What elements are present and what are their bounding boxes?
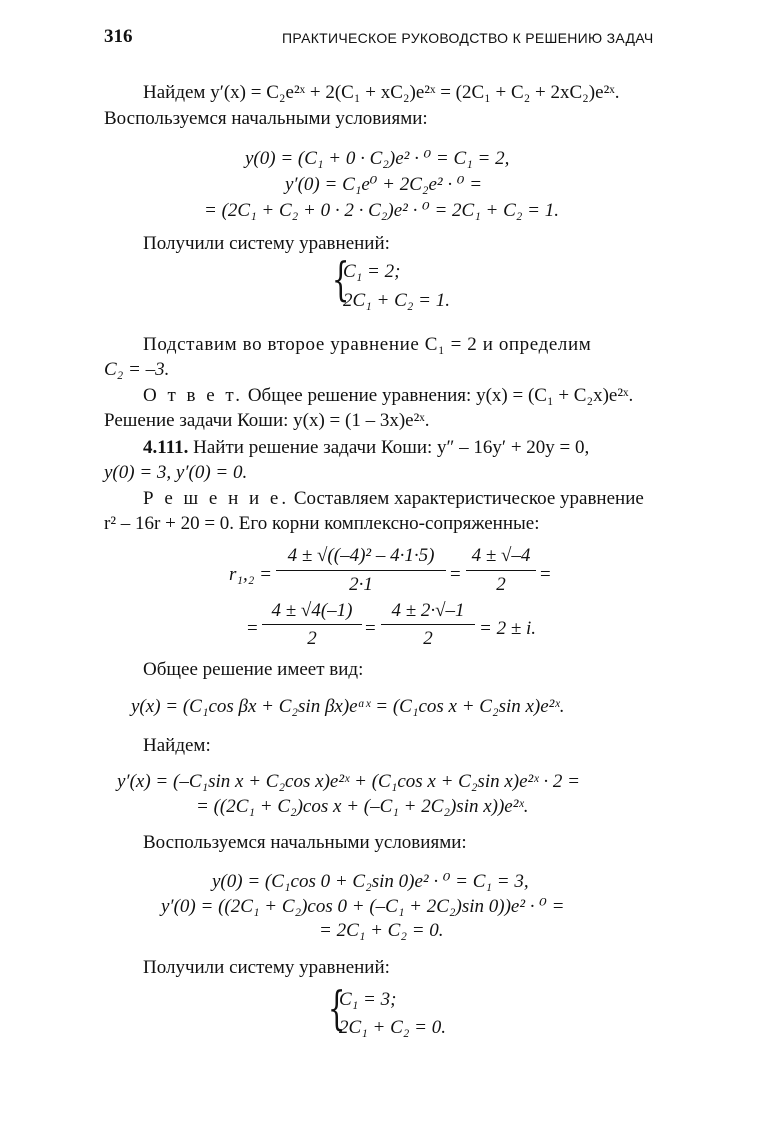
line-general-form-label: Общее решение имеет вид: [143, 659, 364, 680]
fraction3-denominator: 2 [307, 628, 317, 649]
problem-number: 4.111. [143, 437, 189, 458]
line-system-label: Получили систему уравнений: [143, 233, 390, 254]
line-characteristic: r² – 16r + 20 = 0. Его корни комплексно-сопряженные: [104, 513, 540, 534]
page-number: 316 [104, 26, 133, 47]
system2-brace: { [327, 981, 346, 1035]
system2-eq2: 2C₁ + C₂ = 0. [339, 1017, 446, 1038]
line-initial-conditions: Воспользуемся начальными условиями: [104, 108, 428, 129]
fraction3-bar [262, 624, 362, 625]
line-c2-value: C₂ = –3. [104, 359, 170, 380]
eq2-y0-prime-result: = 2C₁ + C₂ = 0. [319, 920, 444, 941]
line-cauchy-solution: Решение задачи Коши: y(x) = (1 – 3x)e²ˣ. [104, 410, 430, 431]
eq-derivative-2: = ((2C₁ + C₂)cos x + (–C₁ + 2C₂)sin x))e²ˣ. [196, 796, 529, 817]
eq-y0: y(0) = (C₁ + 0 · C₂)e² · ⁰ = C₁ = 2, [245, 148, 510, 169]
equals-sign-1: = [450, 564, 461, 585]
system1-eq2: 2C₁ + C₂ = 1. [343, 290, 450, 311]
line-initial-conditions-2: Воспользуемся начальными условиями: [143, 832, 467, 853]
system-brace: { [331, 252, 350, 306]
fraction4-numerator: 4 ± 2·√–1 [391, 600, 465, 621]
fraction2-numerator: 4 ± √–4 [471, 545, 531, 566]
line-problem-conditions: y(0) = 3, y′(0) = 0. [104, 462, 248, 483]
fraction4-denominator: 2 [423, 628, 433, 649]
fraction1-denominator: 2·1 [349, 574, 373, 595]
roots-result: = 2 ± i. [479, 618, 537, 639]
line-derivative: Найдем y′(x) = C₂e²ˣ + 2(C₁ + xC₂)e²ˣ = (2C₁ + C₂ + 2xC₂)e²ˣ. [143, 82, 620, 103]
eq-y0-prime: y′(0) = C₁e⁰ + 2C₂e² · ⁰ = [285, 174, 483, 195]
line-find: Найдем: [143, 735, 211, 756]
fraction1-bar [276, 570, 446, 571]
eq2-y0: y(0) = (C₁cos 0 + C₂sin 0)e² · ⁰ = C₁ = 3, [212, 871, 529, 892]
problem-text: Найти решение задачи Коши: y″ – 16y′ + 20y = 0, [188, 437, 590, 458]
eq-y0-prime-result: = (2C₁ + C₂ + 0 · 2 · C₂)e² · ⁰ = 2C₁ + C₂ = 1. [204, 200, 559, 221]
equals-sign-4: = [365, 618, 376, 639]
equals-sign-3: = [247, 618, 258, 639]
system2-eq1: C₁ = 3; [339, 989, 397, 1010]
fraction3-numerator: 4 ± √4(–1) [271, 600, 353, 621]
fraction2-bar [466, 570, 536, 571]
solution-text: Составляем характеристическое уравнение [289, 488, 644, 509]
equals-sign-2: = [540, 564, 551, 585]
line-solution [143, 488, 644, 510]
roots-lhs: r₁,₂ = [229, 564, 272, 585]
line-problem [143, 437, 589, 459]
line-substitute: Подставим во второе уравнение C₁ = 2 и определим [143, 334, 592, 355]
fraction2-denominator: 2 [496, 574, 506, 595]
eq-derivative-1: y′(x) = (–C₁sin x + C₂cos x)e²ˣ + (C₁cos x + C₂sin x)e²ˣ · 2 = [117, 771, 580, 792]
fraction4-bar [381, 624, 475, 625]
answer-text: Общее решение уравнения: y(x) = (C₁ + C₂x)e²ˣ. [243, 385, 634, 406]
eq2-y0-prime: y′(0) = ((2C₁ + C₂)cos 0 + (–C₁ + 2C₂)sin 0))e² · ⁰ = [161, 896, 565, 917]
system1-eq1: C₁ = 2; [343, 261, 401, 282]
answer-label: О т в е т. [143, 385, 244, 406]
line-system-label-2: Получили систему уравнений: [143, 957, 390, 978]
eq-general-solution: y(x) = (C₁cos βx + C₂sin βx)eᵅˣ = (C₁cos x + C₂sin x)e²ˣ. [131, 696, 565, 717]
line-answer [143, 385, 633, 407]
fraction1-numerator: 4 ± √((–4)² – 4·1·5) [287, 545, 435, 566]
running-title: ПРАКТИЧЕСКОЕ РУКОВОДСТВО К РЕШЕНИЮ ЗАДАЧ [282, 30, 654, 46]
solution-label: Р е ш е н и е. [143, 488, 290, 509]
